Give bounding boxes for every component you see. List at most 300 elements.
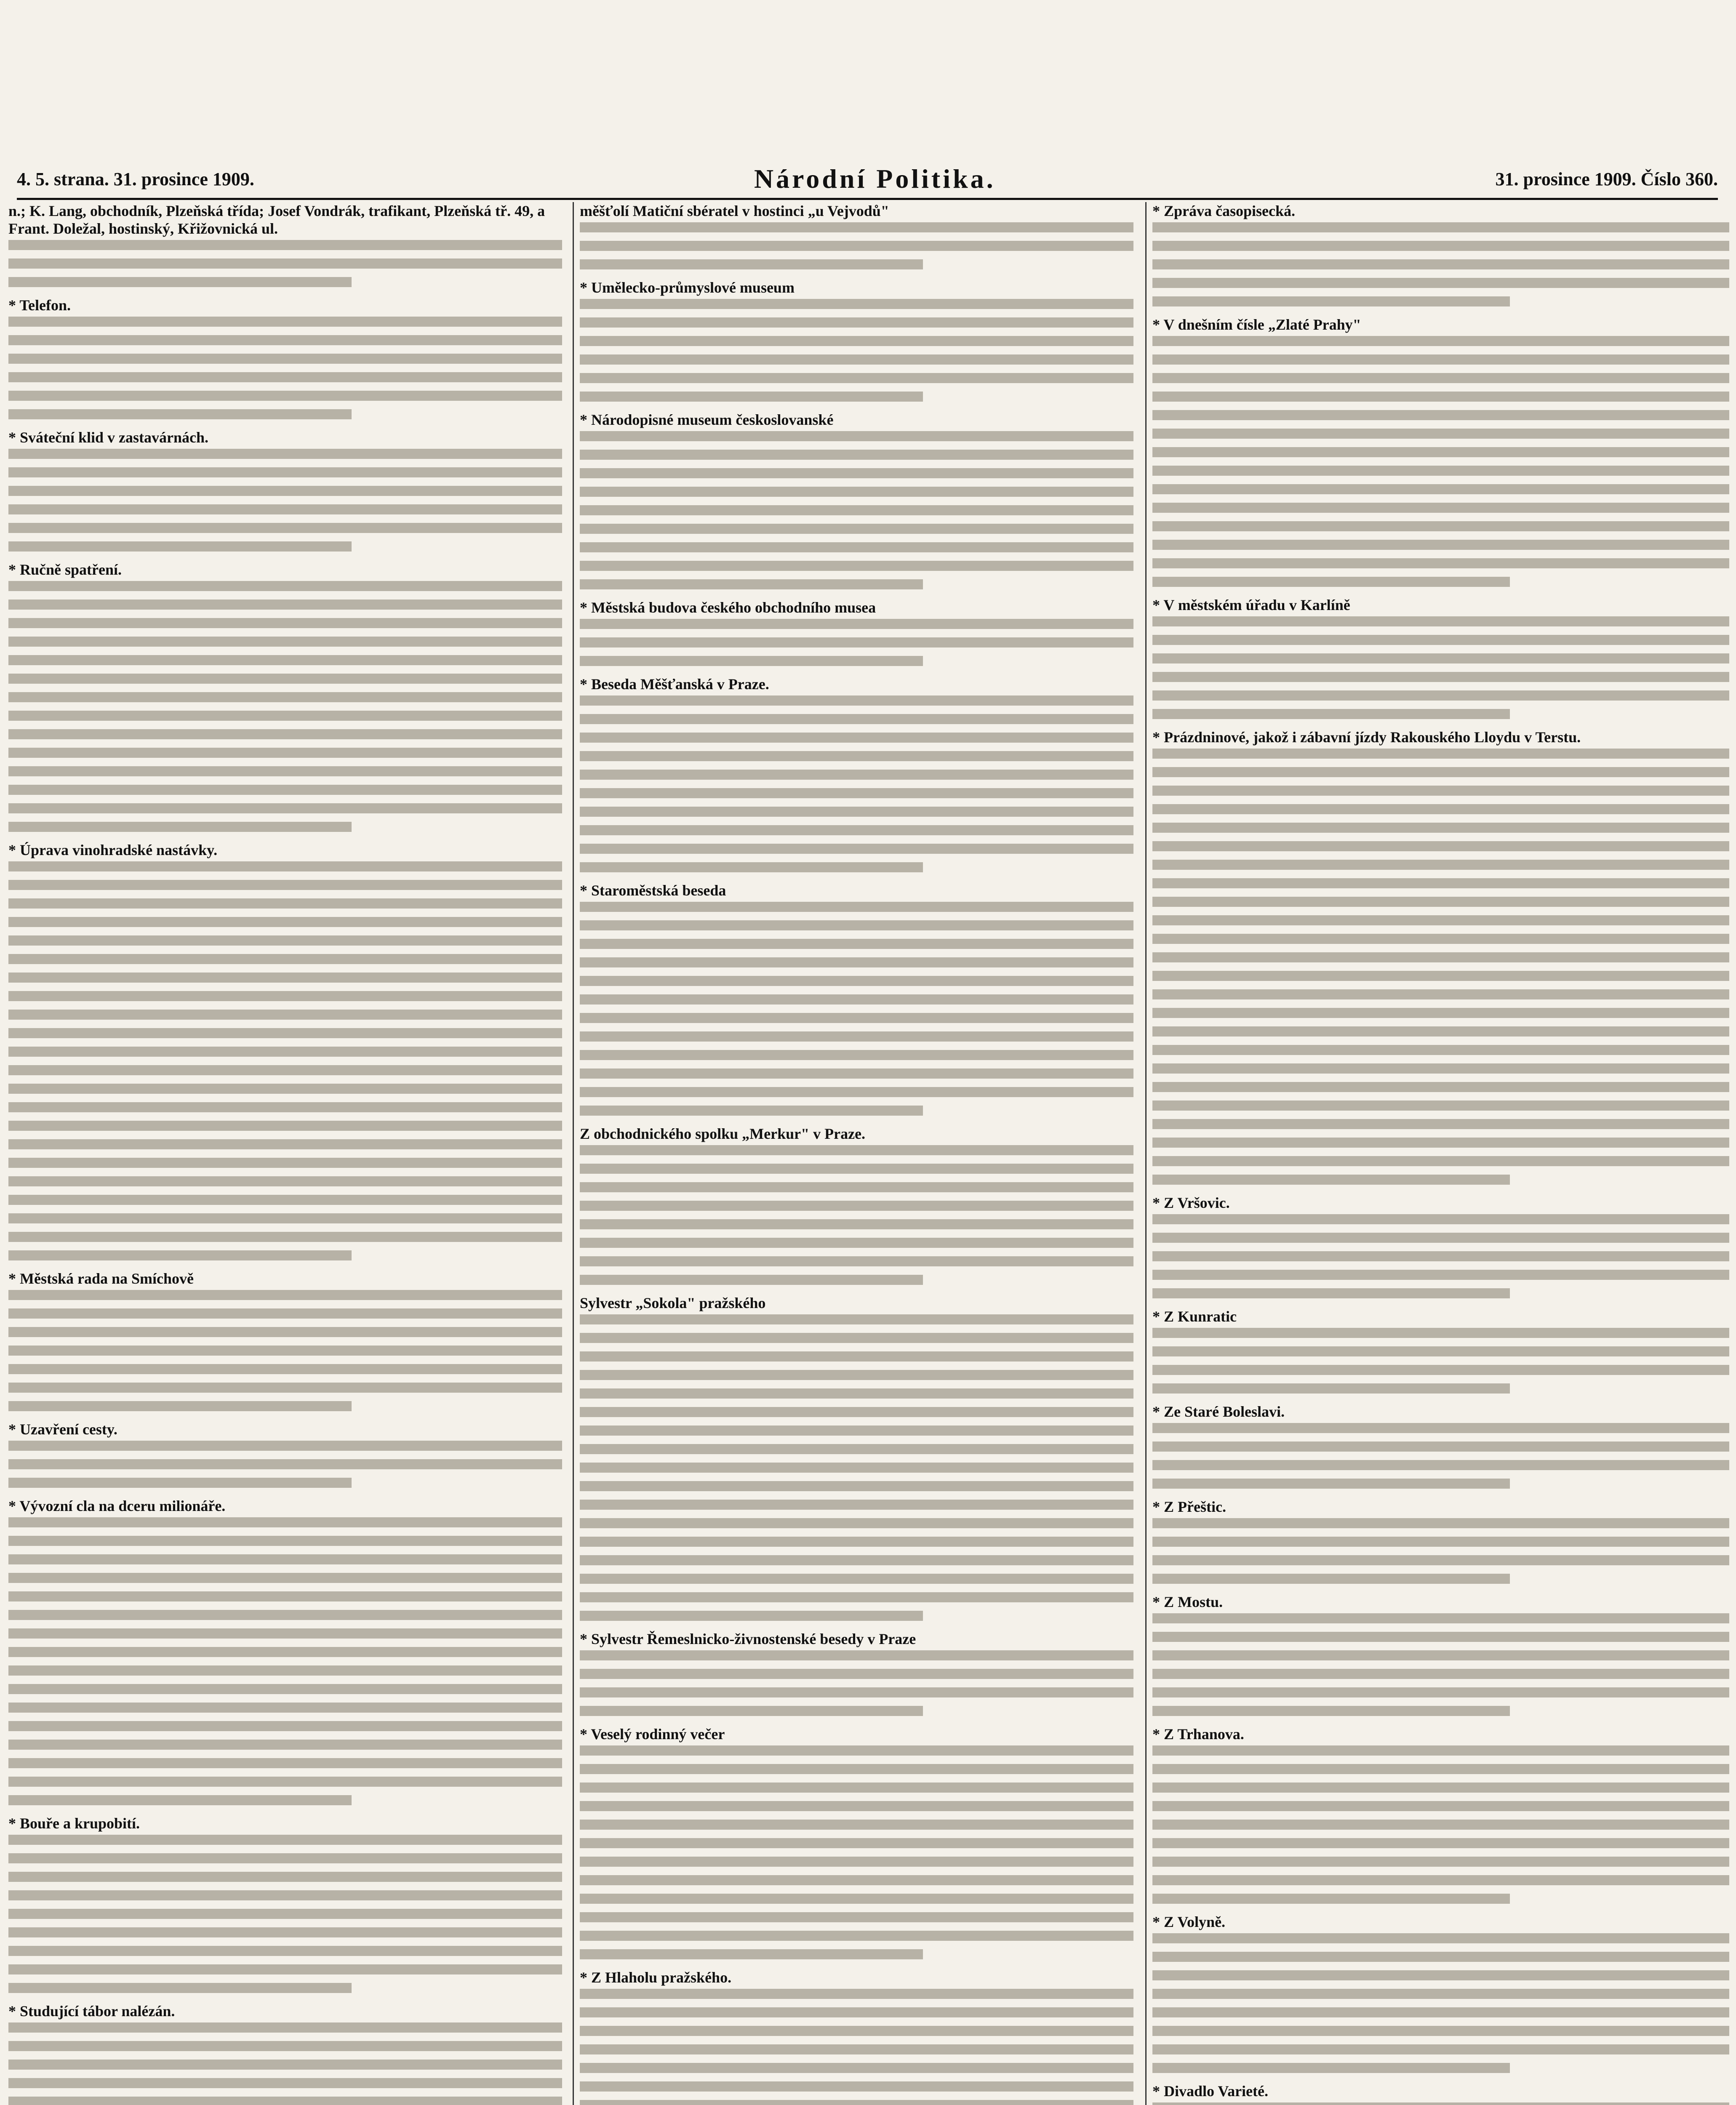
- text-line: [580, 1219, 1133, 1229]
- text-line: [580, 2081, 1133, 2092]
- article-heading: * Uzavření cesty.: [8, 1421, 117, 1438]
- text-line: [1152, 1687, 1729, 1697]
- text-line: [1152, 1613, 1729, 1623]
- article: [580, 1125, 1133, 1285]
- article-heading: * Sylvestr Řemeslnicko-živnostenské besedy v Praze: [580, 1631, 916, 1647]
- text-line: [1152, 1632, 1729, 1642]
- text-line: [1152, 1745, 1729, 1756]
- text-line: [8, 1610, 562, 1620]
- text-line: [8, 504, 562, 514]
- text-line: [580, 1611, 923, 1621]
- text-line: [8, 1647, 562, 1657]
- text-line: [580, 939, 1133, 949]
- text-line: [1152, 1838, 1729, 1848]
- column-1: [8, 202, 562, 2105]
- text-line: [580, 1388, 1133, 1399]
- text-line: [8, 1758, 562, 1768]
- text-line: [580, 733, 1133, 743]
- text-line: [580, 957, 1133, 967]
- text-line: [8, 391, 562, 401]
- text-line: [8, 409, 352, 419]
- text-line: [1152, 1894, 1510, 1904]
- text-line: [580, 1201, 1133, 1211]
- text-line: [580, 2063, 1133, 2073]
- text-line: [8, 449, 562, 459]
- text-line: [1152, 635, 1729, 645]
- text-line: [8, 1927, 562, 1937]
- text-line: [580, 1801, 1133, 1811]
- text-line: [8, 2097, 562, 2105]
- article-body-lines: [1152, 1745, 1729, 1904]
- text-line: [1152, 878, 1729, 888]
- article: [1152, 316, 1729, 587]
- text-line: [8, 935, 562, 946]
- text-line: [8, 1084, 562, 1094]
- text-line: [1152, 1063, 1729, 1074]
- text-line: [1152, 749, 1729, 759]
- text-line: [8, 1684, 562, 1694]
- text-line: [8, 1139, 562, 1149]
- article-heading: * Ručně spatření.: [8, 561, 122, 578]
- article: [1152, 728, 1729, 1185]
- text-line: [1152, 989, 1729, 999]
- text-line: [1152, 1175, 1510, 1185]
- text-line: [1152, 1669, 1729, 1679]
- article-body-lines: [580, 431, 1133, 589]
- page-header: [17, 160, 1718, 200]
- article: [8, 1815, 562, 1993]
- article-heading: * Národopisné museum českoslovanské: [580, 411, 834, 428]
- text-line: [8, 803, 562, 813]
- text-line: [580, 1407, 1133, 1417]
- text-line: [580, 1013, 1133, 1023]
- text-line: [8, 785, 562, 795]
- article-heading: * Sváteční klid v zastavárnách.: [8, 429, 209, 446]
- text-line: [1152, 841, 1729, 851]
- text-line: [580, 1912, 1133, 1922]
- article-body-lines: [8, 1835, 562, 1993]
- text-line: [1152, 373, 1729, 383]
- text-line: [580, 1351, 1133, 1362]
- text-line: [580, 695, 1133, 706]
- text-line: [8, 1536, 562, 1546]
- text-line: [1152, 1518, 1729, 1528]
- text-line: [1152, 915, 1729, 925]
- article-body-lines: [1152, 1328, 1729, 1394]
- text-line: [8, 1777, 562, 1787]
- text-line: [580, 1500, 1133, 1510]
- text-line: [8, 1290, 562, 1300]
- text-line: [1152, 804, 1729, 814]
- text-line: [580, 487, 1133, 497]
- text-line: [8, 2078, 562, 2088]
- text-line: [1152, 860, 1729, 870]
- text-line: [8, 335, 562, 345]
- text-line: [1152, 1952, 1729, 1962]
- text-line: [8, 1213, 562, 1223]
- text-line: [580, 1444, 1133, 1454]
- article: [8, 2002, 562, 2105]
- text-line: [580, 1106, 923, 1116]
- text-line: [8, 991, 562, 1001]
- text-line: [1152, 1933, 1729, 1943]
- text-line: [580, 1463, 1133, 1473]
- article-heading: * Ze Staré Boleslavi.: [1152, 1403, 1285, 1420]
- text-line: [580, 920, 1133, 930]
- text-line: [1152, 392, 1729, 402]
- text-line: [8, 1047, 562, 1057]
- text-line: [8, 486, 562, 496]
- article-heading: * V dnešním čísle „Zlaté Prahy": [1152, 316, 1361, 333]
- text-line: [580, 1949, 923, 1959]
- text-line: [8, 1459, 562, 1469]
- text-line: [1152, 1138, 1729, 1148]
- article-body-lines: [1152, 336, 1729, 587]
- text-line: [8, 1364, 562, 1374]
- article-heading: * Prázdninové, jakož i zábavní jízdy Rakouského Lloydu v Terstu.: [1152, 729, 1581, 746]
- text-line: [1152, 1783, 1729, 1793]
- text-line: [580, 656, 923, 666]
- text-line: [580, 1894, 1133, 1904]
- text-line: [1152, 690, 1729, 701]
- article-body-lines: [1152, 1423, 1729, 1489]
- text-line: [580, 1370, 1133, 1380]
- article-heading: * Umělecko-průmyslové museum: [580, 279, 795, 296]
- text-line: [8, 258, 562, 269]
- article-body-lines: [580, 619, 1133, 666]
- article-body-lines: [580, 1745, 1133, 1959]
- text-line: [1152, 1857, 1729, 1867]
- text-line: [8, 954, 562, 964]
- article: [1152, 596, 1729, 719]
- text-line: [1152, 786, 1729, 796]
- text-line: [8, 1628, 562, 1639]
- article-body-lines: [580, 695, 1133, 872]
- text-line: [580, 373, 1133, 383]
- article-heading: * Městská rada na Smíchově: [8, 1270, 194, 1287]
- text-line: [8, 467, 562, 477]
- article-heading: * Z Mostu.: [1152, 1593, 1223, 1610]
- text-line: [580, 807, 1133, 817]
- article-heading: * V městském úřadu v Karlíně: [1152, 597, 1350, 613]
- text-line: [580, 770, 1133, 780]
- text-line: [1152, 1764, 1729, 1774]
- article: [8, 429, 562, 552]
- text-line: [8, 1176, 562, 1186]
- text-line: [580, 2007, 1133, 2017]
- article: [1152, 1913, 1729, 2073]
- text-line: [580, 1857, 1133, 1867]
- text-line: [1152, 1233, 1729, 1243]
- text-line: [580, 619, 1133, 629]
- text-line: [580, 561, 1133, 571]
- text-line: [1152, 484, 1729, 494]
- text-line: [580, 317, 1133, 328]
- text-line: [580, 1087, 1133, 1097]
- article: [1152, 1498, 1729, 1584]
- text-line: [580, 505, 1133, 515]
- text-line: [580, 1481, 1133, 1491]
- text-line: [1152, 1119, 1729, 1129]
- article: [580, 599, 1133, 666]
- text-line: [8, 618, 562, 628]
- article-body-lines: [8, 317, 562, 419]
- text-line: [8, 1872, 562, 1882]
- article-body-lines: [1152, 616, 1729, 719]
- article-body-lines: [580, 1145, 1133, 1285]
- article-heading: * Z Kunratic: [1152, 1308, 1237, 1325]
- text-line: [1152, 296, 1510, 306]
- text-line: [1152, 1288, 1510, 1298]
- article-body-lines: [1152, 1518, 1729, 1584]
- text-line: [8, 711, 562, 721]
- article-body-lines: [8, 1290, 562, 1411]
- article: [8, 1497, 562, 1805]
- text-line: [580, 2100, 1133, 2105]
- article-heading: * Studující tábor nalézán.: [8, 2003, 175, 2020]
- text-line: [580, 1745, 1133, 1756]
- column-2: [573, 202, 1133, 2105]
- text-line: [8, 822, 352, 832]
- text-line: [1152, 897, 1729, 907]
- text-line: [1152, 429, 1729, 439]
- text-line: [1152, 1442, 1729, 1452]
- text-line: [1152, 1008, 1729, 1018]
- article: [580, 1725, 1133, 1959]
- article-body-lines: [580, 299, 1133, 402]
- text-line: [1152, 1706, 1510, 1716]
- text-line: [580, 1238, 1133, 1248]
- text-line: [8, 1121, 562, 1131]
- text-line: [580, 2044, 1133, 2054]
- text-line: [1152, 2063, 1510, 2073]
- text-line: [580, 259, 923, 269]
- text-line: [1152, 336, 1729, 346]
- text-line: [1152, 1460, 1729, 1470]
- text-line: [1152, 278, 1729, 288]
- text-line: [1152, 259, 1729, 269]
- text-line: [8, 1441, 562, 1451]
- text-line: [1152, 1555, 1729, 1565]
- text-line: [580, 1706, 923, 1716]
- text-line: [8, 692, 562, 702]
- text-line: [1152, 2026, 1729, 2036]
- text-line: [8, 1327, 562, 1337]
- text-line: [1152, 1875, 1729, 1885]
- text-line: [580, 1031, 1133, 1042]
- article-heading: * Zpráva časopisecká.: [1152, 203, 1296, 219]
- article-body-lines: [580, 222, 1133, 269]
- article-heading: * Z Hlaholu pražského.: [580, 1969, 732, 1986]
- article: [8, 1420, 562, 1488]
- text-line: [1152, 616, 1729, 626]
- text-line: [580, 788, 1133, 798]
- article: [580, 1969, 1133, 2105]
- text-line: [1152, 466, 1729, 476]
- text-line: [8, 1250, 352, 1260]
- article: [1152, 2082, 1729, 2105]
- article: [1152, 1593, 1729, 1716]
- text-line: [1152, 952, 1729, 962]
- article-body-lines: [1152, 222, 1729, 306]
- article: [1152, 202, 1729, 306]
- text-line: [580, 1687, 1133, 1697]
- text-line: [580, 844, 1133, 854]
- article-heading: * Úprava vinohradské nastávky.: [8, 842, 218, 858]
- text-line: [8, 766, 562, 776]
- text-line: [1152, 1100, 1729, 1111]
- text-line: [8, 600, 562, 610]
- text-line: [580, 1650, 1133, 1660]
- article-heading: Z obchodnického spolku „Merkur" v Praze.: [580, 1125, 866, 1142]
- article-heading: * Městská budova českého obchodního musea: [580, 599, 876, 616]
- text-line: [580, 1164, 1133, 1174]
- article-body-lines: [1152, 2102, 1729, 2105]
- text-line: [8, 729, 562, 739]
- text-line: [8, 880, 562, 890]
- article-heading: * Z Přeštic.: [1152, 1498, 1226, 1515]
- text-line: [580, 1256, 1133, 1266]
- text-line: [580, 1574, 1133, 1584]
- text-line: [8, 898, 562, 909]
- text-line: [8, 1065, 562, 1075]
- article-heading: Sylvestr „Sokola" pražského: [580, 1295, 766, 1311]
- article-body-lines: [1152, 1214, 1729, 1298]
- text-line: [580, 1275, 923, 1285]
- text-line: [8, 2060, 562, 2070]
- text-line: [580, 431, 1133, 441]
- text-line: [580, 976, 1133, 986]
- article: [1152, 1403, 1729, 1489]
- text-line: [8, 1346, 562, 1356]
- text-line: [8, 372, 562, 382]
- text-line: [1152, 2007, 1729, 2017]
- article: [8, 296, 562, 419]
- article: [580, 1294, 1133, 1621]
- text-line: [1152, 410, 1729, 420]
- text-line: [8, 2022, 562, 2033]
- text-line: [8, 1028, 562, 1038]
- text-line: [1152, 1365, 1729, 1375]
- text-line: [8, 541, 352, 552]
- text-line: [1152, 1970, 1729, 1980]
- text-line: [8, 317, 562, 327]
- text-line: [580, 1333, 1133, 1343]
- text-line: [580, 1145, 1133, 1155]
- text-line: [8, 655, 562, 665]
- text-line: [1152, 1479, 1510, 1489]
- text-line: [8, 1308, 562, 1319]
- article: [8, 1270, 562, 1411]
- article-body-lines: [580, 902, 1133, 1116]
- text-line: [1152, 1328, 1729, 1338]
- text-line: [580, 579, 923, 589]
- text-line: [8, 637, 562, 647]
- article-body-lines: [8, 1441, 562, 1488]
- text-line: [580, 1537, 1133, 1547]
- text-line: [8, 1478, 352, 1488]
- text-line: [580, 994, 1133, 1005]
- text-line: [8, 1591, 562, 1601]
- text-line: [8, 277, 352, 287]
- column-3: [1145, 202, 1729, 2105]
- article-body-lines: [8, 2022, 562, 2105]
- article: [580, 411, 1133, 589]
- text-line: [8, 1721, 562, 1731]
- text-line: [1152, 521, 1729, 531]
- text-line: [8, 1232, 562, 1242]
- text-line: [580, 902, 1133, 912]
- article: [1152, 1308, 1729, 1394]
- text-line: [1152, 709, 1510, 719]
- article-body-lines: [1152, 749, 1729, 1185]
- text-line: [8, 1401, 352, 1411]
- text-line: [1152, 767, 1729, 777]
- text-line: [1152, 241, 1729, 251]
- text-line: [1152, 540, 1729, 550]
- text-line: [8, 748, 562, 758]
- text-line: [580, 1314, 1133, 1324]
- header-right: 31. prosince 1909. Číslo 360.: [1495, 168, 1718, 189]
- text-line: [1152, 1989, 1729, 1999]
- text-line: [580, 1669, 1133, 1679]
- article: [8, 841, 562, 1260]
- text-line: [8, 1383, 562, 1393]
- text-line: [580, 468, 1133, 478]
- text-line: [8, 240, 562, 250]
- text-line: [580, 450, 1133, 460]
- article: [1152, 1725, 1729, 1904]
- text-line: [8, 1195, 562, 1205]
- article-heading: * Divadlo Varieté.: [1152, 2083, 1268, 2100]
- text-line: [1152, 1650, 1729, 1660]
- text-line: [8, 1554, 562, 1564]
- text-line: [8, 2041, 562, 2051]
- text-line: [8, 523, 562, 533]
- text-line: [8, 1665, 562, 1676]
- text-line: [1152, 1537, 1729, 1547]
- text-line: [580, 1592, 1133, 1602]
- header-left: 4. 5. strana. 31. prosince 1909.: [17, 168, 254, 189]
- article-body-lines: [8, 449, 562, 552]
- text-line: [580, 1518, 1133, 1528]
- text-line: [580, 1875, 1133, 1885]
- article: [580, 882, 1133, 1116]
- text-line: [1152, 1346, 1729, 1356]
- text-line: [580, 1838, 1133, 1848]
- text-line: [8, 1795, 352, 1805]
- text-line: [580, 392, 923, 402]
- text-line: [8, 1853, 562, 1863]
- article-heading: * Z Trhanova.: [1152, 1726, 1244, 1743]
- text-line: [8, 1573, 562, 1583]
- text-line: [8, 1946, 562, 1956]
- text-line: [1152, 1423, 1729, 1433]
- text-line: [580, 241, 1133, 251]
- article-body-lines: [580, 1989, 1133, 2105]
- text-line: [1152, 823, 1729, 833]
- text-line: [1152, 1820, 1729, 1830]
- text-line: [1152, 1270, 1729, 1280]
- text-line: [580, 1182, 1133, 1192]
- text-line: [1152, 1801, 1729, 1811]
- text-line: [8, 1517, 562, 1527]
- text-line: [580, 299, 1133, 309]
- text-line: [1152, 1251, 1729, 1261]
- text-line: [580, 354, 1133, 365]
- text-line: [580, 637, 1133, 647]
- text-line: [580, 862, 923, 872]
